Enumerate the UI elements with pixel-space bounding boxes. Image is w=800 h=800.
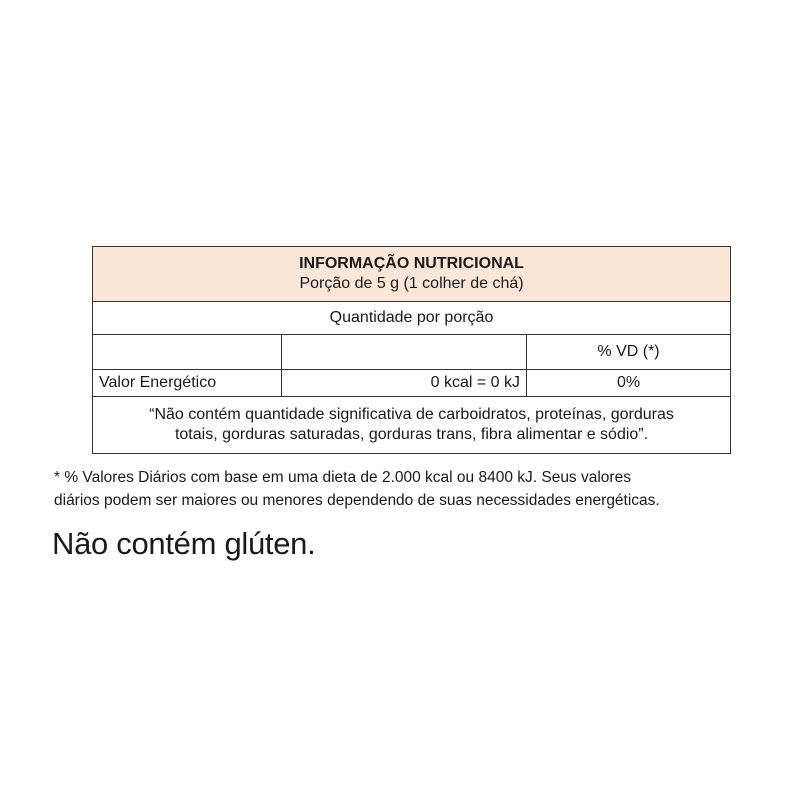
table-row <box>93 370 731 397</box>
daily-value-header: % VD (*) <box>527 335 731 370</box>
note-line: totais, gorduras saturadas, gorduras trans, fibra alimentar e sódio”. <box>174 426 649 443</box>
nutrient-label: Valor Energético <box>93 370 282 397</box>
nutrient-amount: 0 kcal = 0 kJ <box>282 370 527 397</box>
note-line: “Não contém quantidade significativa de carboidratos, proteínas, gorduras <box>149 406 674 423</box>
nutrient-daily-value: 0% <box>527 370 731 397</box>
nutrition-header <box>93 247 731 302</box>
portion-size: Porção de 5 g (1 colher de chá) <box>299 275 524 292</box>
gluten-free-notice: Não contém glúten. <box>52 526 316 561</box>
empty-cell <box>93 335 282 370</box>
nutrition-title: INFORMAÇÃO NUTRICIONAL <box>299 255 524 272</box>
nutrition-facts-table <box>92 246 731 454</box>
daily-values-footnote <box>54 466 774 512</box>
empty-cell <box>282 335 527 370</box>
footnote-line: diários podem ser maiores ou menores dependendo de suas necessidades energéticas. <box>54 492 660 509</box>
quantity-per-portion-header: Quantidade por porção <box>93 302 731 335</box>
insignificant-nutrients-note <box>93 397 731 454</box>
footnote-line: * % Valores Diários com base em uma dieta de 2.000 kcal ou 8400 kJ. Seus valores <box>54 469 631 486</box>
